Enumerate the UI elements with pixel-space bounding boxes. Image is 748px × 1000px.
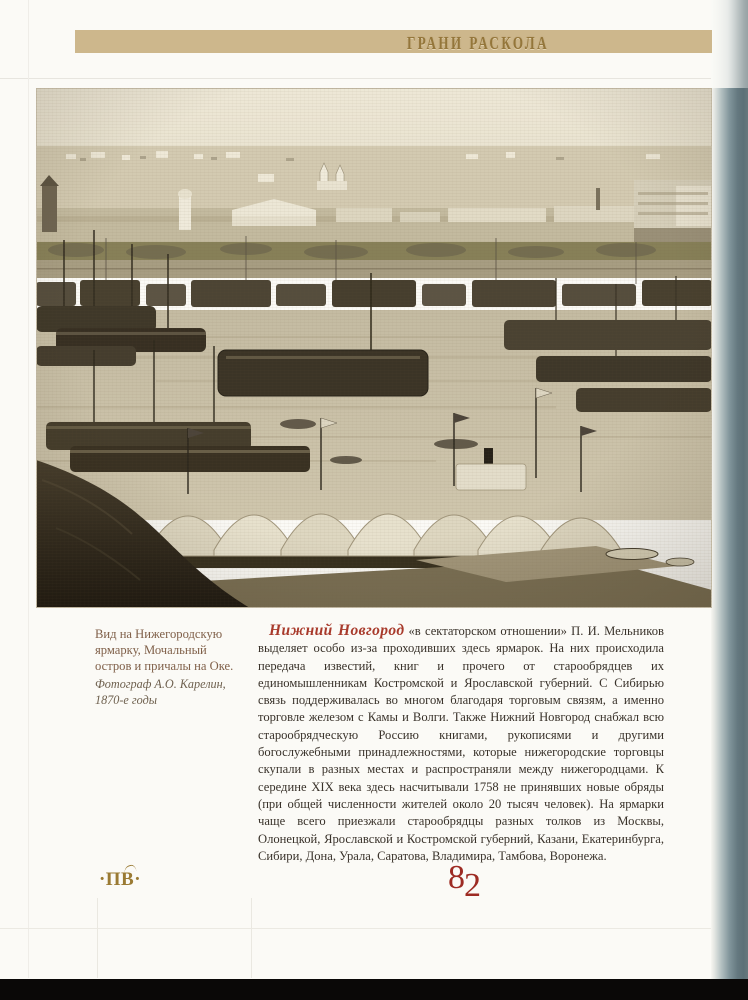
fair-photograph-art [36, 88, 712, 608]
article-paragraph [258, 622, 664, 865]
publisher-monogram-text: ·ПВ· [98, 869, 142, 890]
publisher-monogram [90, 869, 150, 891]
running-head-band [75, 30, 712, 53]
scanner-black-band [0, 979, 748, 1000]
scan-fold-line-b [251, 898, 252, 978]
scan-fold-line-footer [0, 928, 712, 929]
running-head-title: ГРАНИ РАСКОЛА [407, 33, 549, 54]
photo-caption-text: Вид на Нижегородскую ярмарку, Мочальный остров и причалы на Оке. [95, 627, 234, 673]
photo-caption [95, 626, 243, 708]
fair-photograph [36, 88, 712, 608]
photo-vignette [36, 88, 712, 608]
article-column [258, 622, 664, 865]
page-number-digit-2: 2 [464, 867, 480, 904]
article-lead: Нижний Новгород [269, 622, 405, 639]
page-number-digit-1: 8 [448, 859, 464, 896]
book-page-edge [711, 0, 748, 980]
scan-fold-line-a [97, 898, 98, 978]
scan-fold-line-top [0, 78, 748, 79]
book-page-edge-top [711, 0, 748, 88]
page-number [448, 859, 518, 904]
photo-caption-credit: Фотограф А.О. Карелин, 1870-е годы [95, 677, 226, 707]
article-text: «в сектаторском отношении» П. И. Мельников выделяет особо из-за проходивших здесь ярмарок. На них происходила передача известий, книг и прочего от старообрядцев их единомышленникам Костромской и Ярославской губерний. С Сибирью связь поддерживалась во многом благодаря торговым связям, а именно торговле железом с Камы и Волги. Также Нижний Новгород снабжал всю старообрядческую Россию книгами, рукописями и другими богослужебными принадлежностями, которые нижегородские торговцы скупали в разных местах и распространяли между нижегородцами. К середине XIX века здесь насчитывали 1758 не принявших новые обряды (при общей численности жителей около 20 тысяч человек). На ярмарки чаще всего приезжали старообрядцы разных толков из Москвы, Олонецкой, Ярославской и Костромской губерний, Казани, Екатеринбурга, Сибири, Дона, Урала, Саратова, Владимира, Тамбова, Воронежа. [258, 624, 664, 863]
scan-fold-line-left [28, 0, 29, 978]
